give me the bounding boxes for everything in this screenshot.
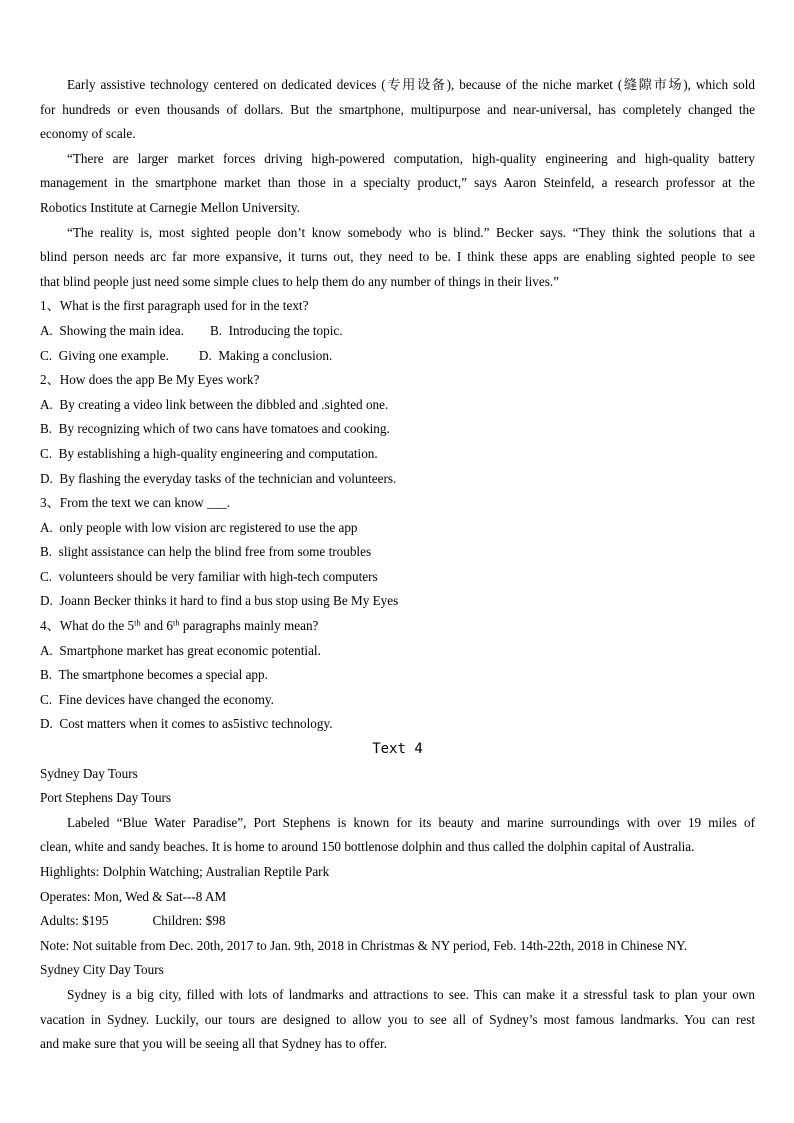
question-4-text-part: paragraphs mainly mean? [179, 618, 319, 634]
question-2-option-c: C. By establishing a high-quality engineering and computation. [40, 445, 378, 461]
text-line: that blind people just need some simple clues to help them do any number of things in their lives.” [40, 273, 559, 289]
operates-line: Operates: Mon, Wed & Sat---8 AM [40, 888, 227, 904]
text-line: for hundreds or even thousands of dollars. But the smartphone, multipurpose and near-universal, has completely changed the [40, 101, 755, 117]
text-line: “There are larger market forces driving high-powered computation, high-quality engineering and high-quality battery [67, 150, 755, 166]
text-line: Early assistive technology centered on dedicated devices (专用设备), because of the niche market (缝隙市场), which sold [67, 77, 755, 92]
question-2-option-d: D. By flashing the everyday tasks of the technician and volunteers. [40, 470, 397, 486]
question-4-text-part: and 6 [140, 618, 173, 634]
text4-heading: Text 4 [372, 741, 423, 758]
question-4 [40, 614, 755, 639]
question-4-option-b: B. The smartphone becomes a special app. [40, 667, 268, 683]
text-line: management in the smartphone market than those in a specialty product,” says Aaron Steinfeld, a research professor at the [40, 175, 755, 191]
note-line: Note: Not suitable from Dec. 20th, 2017 to Jan. 9th, 2018 in Christmas & NY period, Feb. 14th-22th, 2018 in Chinese NY. [40, 937, 688, 953]
text-line: Labeled “Blue Water Paradise”, Port Stephens is known for its beauty and marine surroundings with over 19 miles of [67, 814, 755, 830]
question-3-option-c: C. volunteers should be very familiar with high-tech computers [40, 568, 378, 584]
intro-paragraph [40, 73, 755, 147]
quote-becker-paragraph [40, 221, 755, 295]
quote-steinfeld-paragraph [40, 147, 755, 221]
port-stephens-paragraph [40, 811, 755, 860]
question-3-option-a: A. only people with low vision arc registered to use the app [40, 519, 358, 535]
question-1: 1、What is the first paragraph used for in the text? [40, 298, 309, 314]
question-1-options-ab [40, 319, 755, 344]
question-4-text-part: 4、What do the 5 [40, 618, 135, 634]
question-1-option-b: B. Introducing the topic. [209, 322, 343, 338]
question-2-option-b: B. By recognizing which of two cans have tomatoes and cooking. [40, 421, 390, 437]
question-1-options-cd [40, 344, 755, 369]
children-price: Children: $98 [152, 913, 226, 929]
question-3-option-d: D. Joann Becker thinks it hard to find a bus stop using Be My Eyes [40, 593, 399, 609]
ordinal-superscript: th [172, 617, 180, 628]
prices-line [40, 909, 755, 934]
question-2: 2、How does the app Be My Eyes work? [40, 372, 260, 388]
question-1-option-c: C. Giving one example. [40, 347, 169, 363]
sydney-day-tours-title: Sydney Day Tours [40, 765, 138, 781]
question-4-option-c: C. Fine devices have changed the economy. [40, 691, 274, 707]
question-1-option-a: A. Showing the main idea. [40, 322, 184, 338]
text-line: economy of scale. [40, 126, 136, 142]
highlights-line: Highlights: Dolphin Watching; Australian Reptile Park [40, 864, 330, 879]
text-line: Sydney is a big city, filled with lots of landmarks and attractions to see. This can make it a stressful task to plan your own [67, 986, 755, 1002]
text-line: blind person needs arc far more expansive, it turns out, they need to be. I think these apps are enabling sighted people to see [40, 249, 755, 265]
text-line: “The reality is, most sighted people don’t know somebody who is blind.” Becker says. “They think the solutions that a [67, 224, 755, 240]
text-line: and make sure that you will be seeing all that Sydney has to offer. [40, 1036, 387, 1052]
question-2-option-a: A. By creating a video link between the dibbled and .sighted one. [40, 396, 389, 412]
question-4-option-a: A. Smartphone market has great economic potential. [40, 642, 321, 658]
question-3-option-b: B. slight assistance can help the blind free from some troubles [40, 544, 372, 560]
text-line: vacation in Sydney. Luckily, our tours are designed to allow you to see all of Sydney’s most famous landmarks. You can rest [40, 1011, 755, 1027]
question-4-option-d: D. Cost matters when it comes to as5istivc technology. [40, 716, 333, 732]
question-1-option-d: D. Making a conclusion. [198, 347, 333, 363]
text-line: Robotics Institute at Carnegie Mellon University. [40, 199, 300, 215]
question-3: 3、From the text we can know ___. [40, 495, 231, 511]
port-stephens-title: Port Stephens Day Tours [40, 790, 172, 806]
sydney-city-title: Sydney City Day Tours [40, 962, 164, 978]
ordinal-superscript: th [134, 617, 141, 628]
text-line: clean, white and sandy beaches. It is home to around 150 bottlenose dolphin and thus called the dolphin capital of Australia. [40, 839, 695, 855]
adults-price: Adults: $195 [40, 913, 109, 929]
sydney-city-paragraph [40, 983, 755, 1057]
